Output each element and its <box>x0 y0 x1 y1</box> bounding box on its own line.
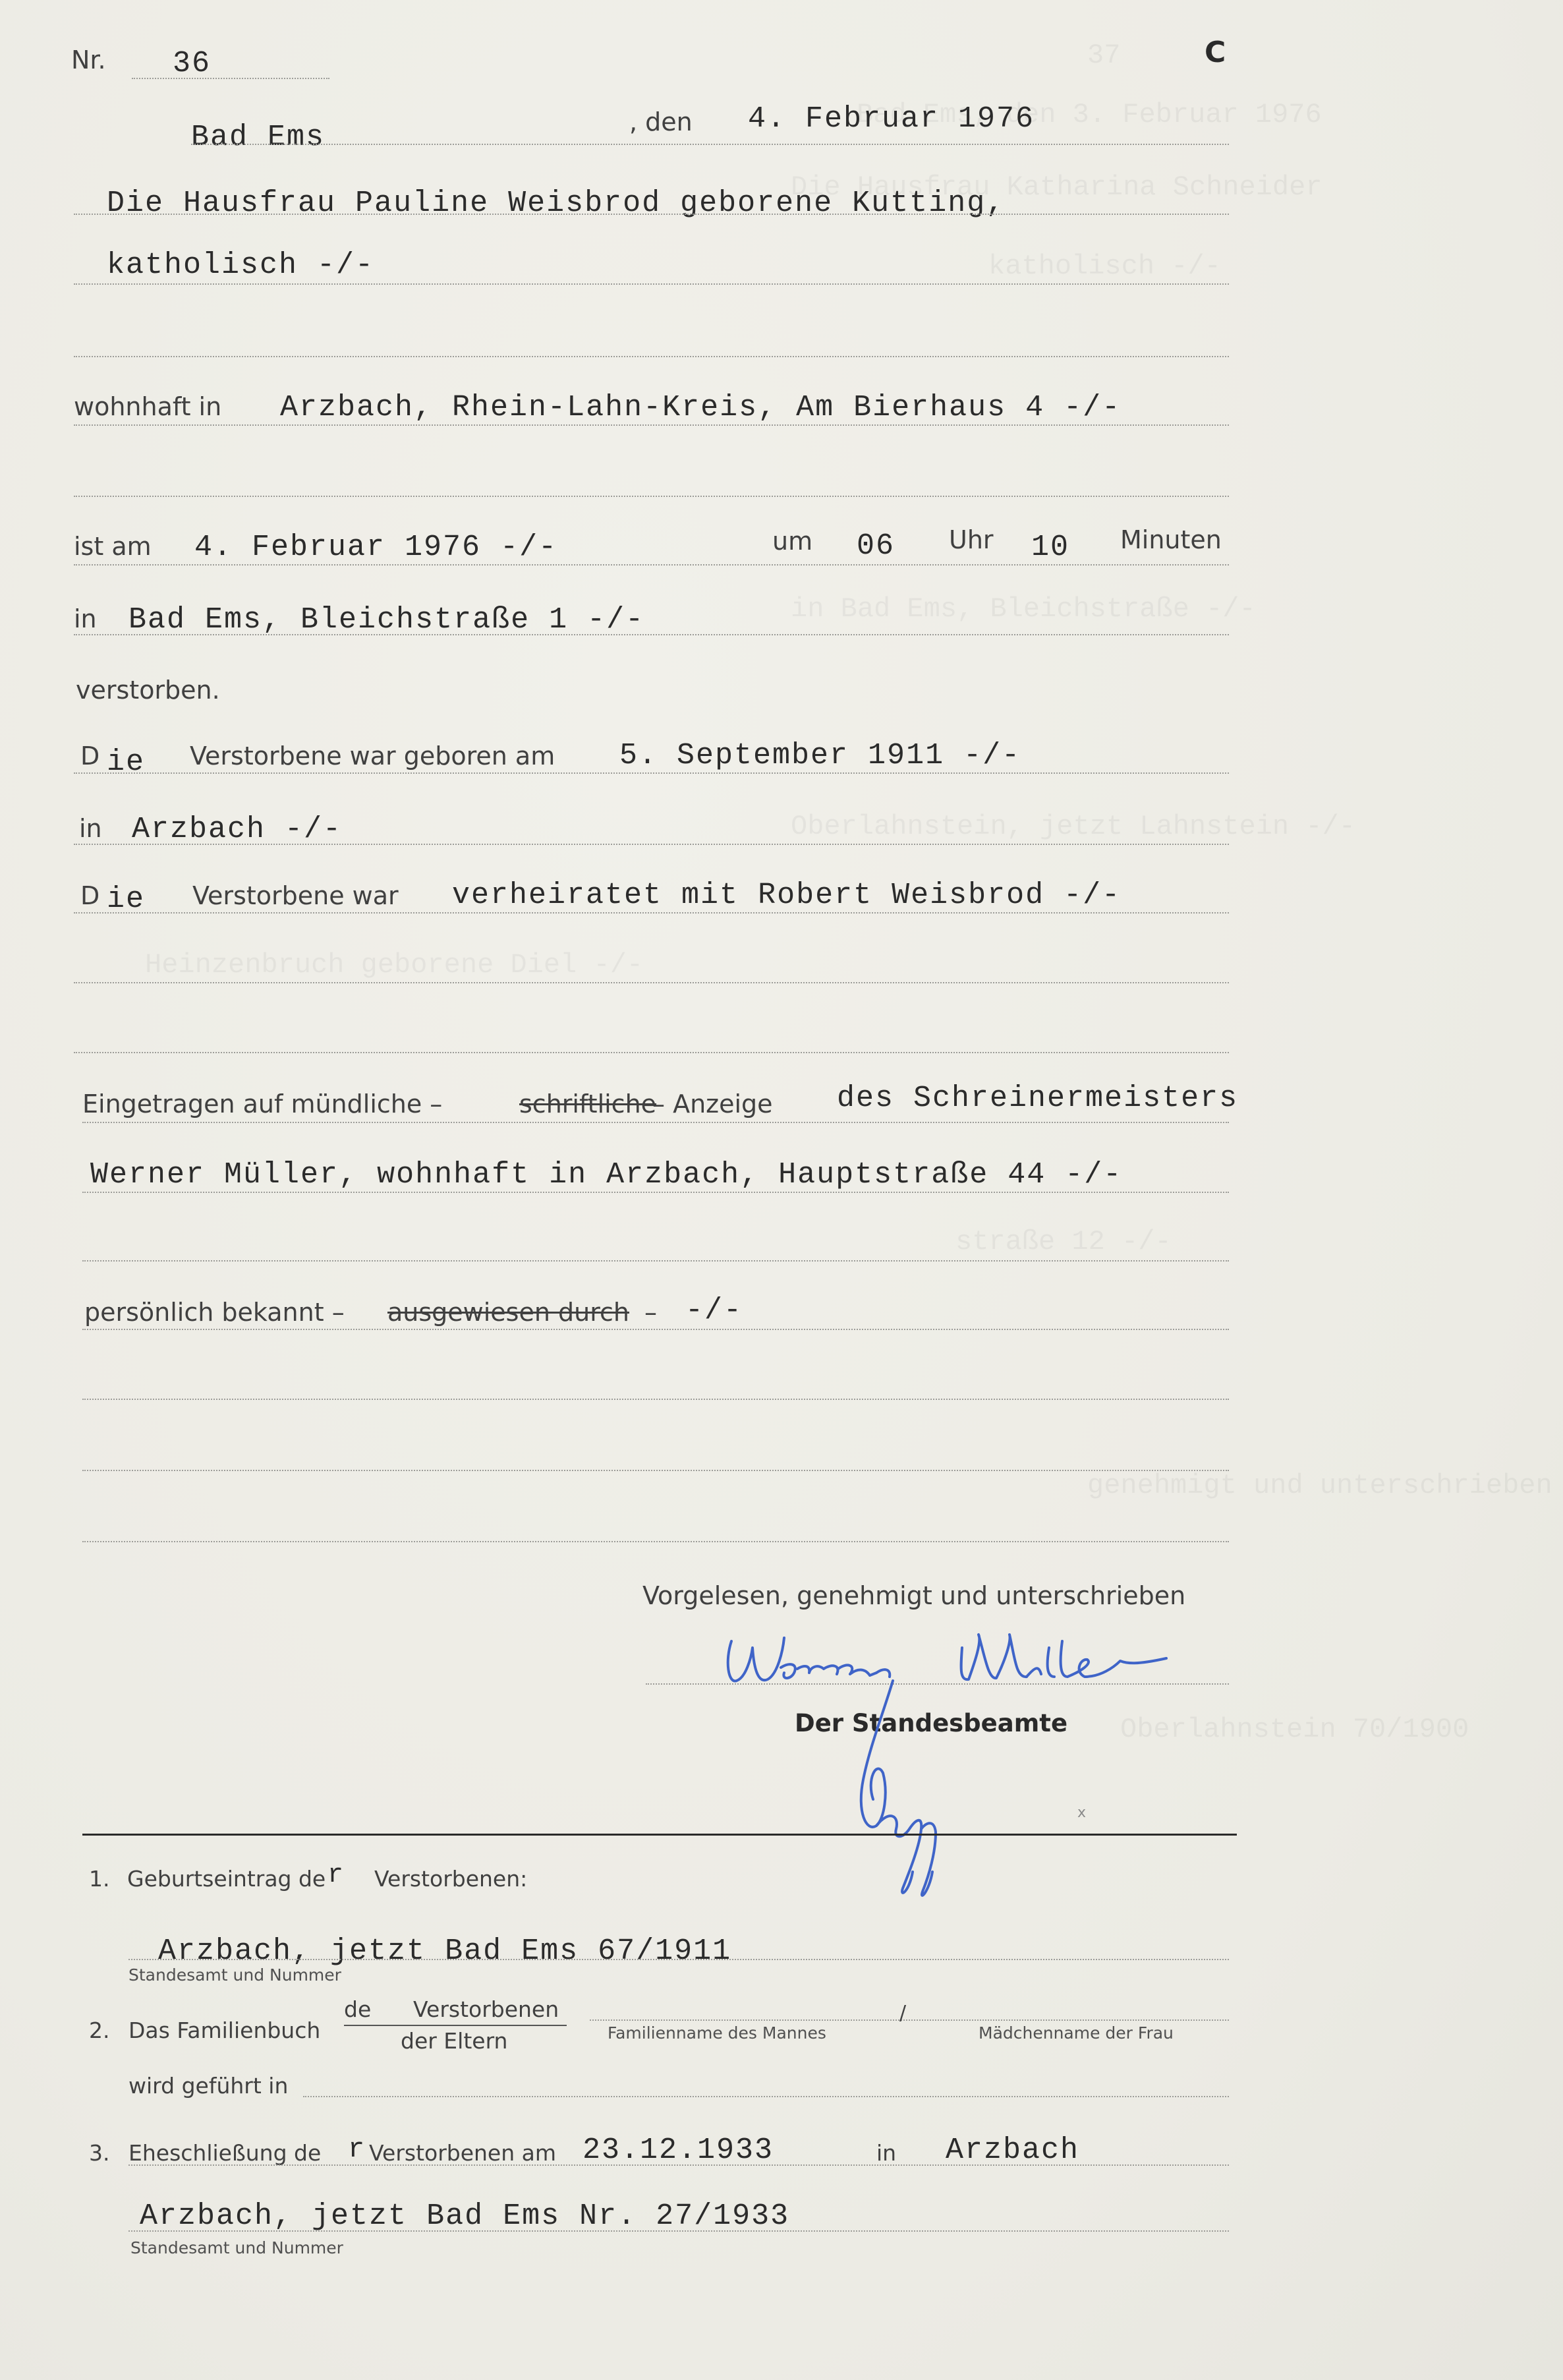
death-hour: 06 <box>857 529 895 563</box>
fn2-de: de <box>344 1996 372 2022</box>
fn2-eltern: der Eltern <box>401 2028 508 2054</box>
marriage-label: Verstorbene war <box>192 881 399 910</box>
death-date: 4. Februar 1976 -/- <box>194 531 558 564</box>
header-date: 4. Februar 1976 <box>748 102 1035 136</box>
fn1-number: 1. <box>89 1866 110 1892</box>
nr-label: Nr. <box>71 45 106 74</box>
maedchenname-caption: Mädchenname der Frau <box>979 2023 1174 2043</box>
fn3-in-label: in <box>876 2140 897 2166</box>
fn3-date: 23.12.1933 <box>583 2133 774 2167</box>
death-in-label: in <box>74 604 97 633</box>
birth-ie-suffix: ie <box>107 745 146 779</box>
anzeige-label: – Anzeige <box>652 1089 773 1118</box>
fn3-standesamt-caption: Standesamt und Nummer <box>130 2238 343 2257</box>
small-mark: x <box>1077 1805 1087 1821</box>
birth-d-prefix: D <box>80 741 100 770</box>
um-label: um <box>772 527 813 556</box>
eingetragen-label: Eingetragen auf mündliche – <box>82 1089 443 1118</box>
minuten-label: Minuten <box>1120 525 1222 554</box>
death-place: Bad Ems, Bleichstraße 1 -/- <box>128 603 645 637</box>
bekannt-label: persönlich bekannt – <box>84 1298 345 1327</box>
marriage-ie-suffix: ie <box>107 883 146 916</box>
fn1-value: Arzbach, jetzt Bad Ems 67/1911 <box>158 1934 732 1968</box>
fn3-number: 3. <box>89 2140 110 2166</box>
fn2-text: Das Familienbuch <box>128 2017 321 2043</box>
fn3-place: Arzbach <box>946 2133 1080 2167</box>
fn1-text-b: Verstorbenen: <box>374 1866 528 1892</box>
corner-letter: C <box>1205 36 1226 69</box>
birth-place: Arzbach -/- <box>132 813 343 846</box>
fn2-slash: / <box>899 2002 907 2025</box>
birth-date: 5. September 1911 -/- <box>619 739 1021 772</box>
reporter-line1: des Schreinermeisters <box>837 1082 1239 1115</box>
wohnhaft-label: wohnhaft in <box>74 392 222 421</box>
verstorben-label: verstorben. <box>76 676 220 705</box>
nr-line <box>132 78 329 79</box>
signature-standesbeamte <box>837 1674 969 1905</box>
header-place: Bad Ems <box>191 121 326 154</box>
fn1-standesamt-caption: Standesamt und Nummer <box>128 1965 341 1985</box>
den-label: , den <box>629 107 693 136</box>
fn3-text-b: Verstorbenen am <box>369 2140 557 2166</box>
ausgewiesen-label: ausgewiesen durch <box>387 1298 629 1327</box>
fn1-text-a: Geburtseintrag de <box>127 1866 326 1892</box>
marriage-value: verheiratet mit Robert Weisbrod -/- <box>452 879 1122 912</box>
born-label: Verstorbene war geboren am <box>190 741 555 770</box>
fn3-value: Arzbach, jetzt Bad Ems Nr. 27/1933 <box>140 2199 790 2233</box>
person-religion-line: katholisch -/- <box>107 248 375 282</box>
birth-in-label: in <box>79 814 102 843</box>
fn3-typed-r: r <box>348 2133 366 2165</box>
bekannt-value: -/- <box>685 1294 743 1327</box>
vorgelesen-label: Vorgelesen, genehmigt und unterschrieben <box>642 1581 1186 1610</box>
fn1-typed-r: r <box>327 1861 345 1890</box>
marriage-d-prefix: D <box>80 881 100 910</box>
header-line <box>191 144 1229 145</box>
standesbeamte-label: Der Standesbeamte <box>795 1709 1068 1737</box>
fn3-text-a: Eheschließung de <box>128 2140 322 2166</box>
ist-am-label: ist am <box>74 532 152 561</box>
uhr-label: Uhr <box>949 525 994 554</box>
fn2-fraction-rule <box>344 2025 567 2026</box>
schriftliche-label: schriftliche <box>519 1089 657 1118</box>
residence-value: Arzbach, Rhein-Lahn-Kreis, Am Bierhaus 4 -/- <box>280 391 1122 424</box>
fn2-number: 2. <box>89 2017 110 2043</box>
fn2-verstorbenen: Verstorbenen <box>413 1996 559 2022</box>
person-name-line: Die Hausfrau Pauline Weisbrod geborene Kutting, <box>107 187 1006 220</box>
bekannt-suffix: – <box>644 1298 657 1327</box>
familienname-caption: Familienname des Mannes <box>608 2023 826 2043</box>
nr-value: 36 <box>173 47 212 80</box>
reporter-line2: Werner Müller, wohnhaft in Arzbach, Hauptstraße 44 -/- <box>90 1158 1123 1192</box>
gefuehrt-label: wird geführt in <box>128 2073 289 2099</box>
footnote-separator <box>82 1834 1237 1836</box>
death-minutes: 10 <box>1031 531 1070 564</box>
